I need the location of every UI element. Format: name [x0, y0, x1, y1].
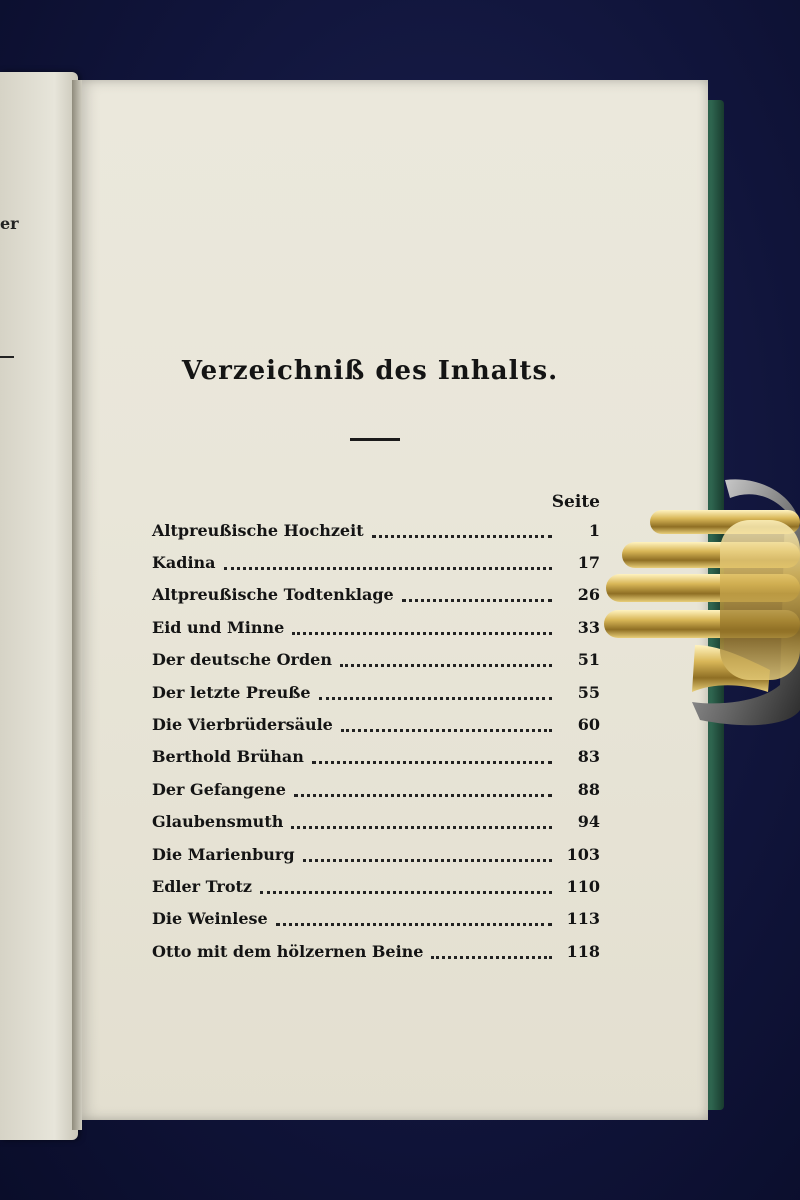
toc-entry — [152, 935, 600, 967]
toc-entry — [152, 806, 600, 838]
toc-entry-page: 33 — [577, 617, 600, 637]
toc-entry-title: Altpreußische Todtenklage — [152, 585, 394, 605]
dot-leader — [402, 599, 552, 602]
toc-entry-title: Otto mit dem hölzernen Beine — [152, 941, 424, 961]
title-rule — [350, 438, 400, 441]
dot-leader — [319, 697, 552, 700]
bleed-line — [150, 204, 610, 238]
dot-leader — [276, 923, 552, 926]
bleed-line — [150, 238, 610, 272]
toc-entry — [152, 838, 600, 870]
left-page-rule — [0, 356, 14, 358]
dot-leader — [292, 632, 552, 635]
dot-leader — [291, 826, 552, 829]
toc-entry — [152, 611, 600, 643]
toc-entry-title: Edler Trotz — [152, 876, 252, 896]
bleed-line — [150, 272, 610, 306]
toc-entry-page: 55 — [577, 682, 600, 702]
toc-entry — [152, 644, 600, 676]
toc-entry-page: 113 — [566, 909, 600, 929]
toc-entry-page: 110 — [566, 876, 600, 896]
toc-entry — [152, 546, 600, 578]
toc-entry-title: Die Vierbrüdersäule — [152, 715, 333, 735]
toc-entry-page: 1 — [588, 520, 600, 540]
dot-leader — [303, 859, 552, 862]
page-title: Verzeichniß des Inhalts. — [181, 356, 559, 386]
dot-leader — [341, 729, 552, 732]
book-gutter — [72, 80, 82, 1130]
toc-entry-title: Die Weinlese — [152, 909, 268, 929]
toc-entry — [152, 870, 600, 902]
toc-entry-title: Berthold Brühan — [152, 747, 304, 767]
toc-entry-title: Der Gefangene — [152, 779, 286, 799]
toc-entry-page: 26 — [577, 585, 600, 605]
toc-entry-title: Altpreußische Hochzeit — [152, 520, 364, 540]
toc-entry-page: 83 — [577, 747, 600, 767]
toc-entry-page: 17 — [577, 553, 600, 573]
left-page-fragment: er — [0, 214, 19, 233]
toc-entry — [152, 708, 600, 740]
dot-leader — [431, 956, 552, 959]
toc-entry-page: 103 — [566, 844, 600, 864]
dot-leader — [312, 761, 552, 764]
dot-leader — [340, 664, 552, 667]
toc-entry-page: 51 — [577, 650, 600, 670]
toc-entry — [152, 903, 600, 935]
hand-icon — [604, 510, 800, 692]
toc-entry — [152, 676, 600, 708]
toc-entry — [152, 741, 600, 773]
toc-entry-page: 88 — [577, 779, 600, 799]
toc-entry — [152, 514, 600, 546]
toc-entry-title: Die Marienburg — [152, 844, 295, 864]
toc-entry-page: 60 — [577, 715, 600, 735]
dot-leader — [294, 794, 552, 797]
brass-hand-bookmark — [600, 470, 800, 740]
bleed-line — [150, 306, 610, 340]
dot-leader — [260, 891, 552, 894]
toc-entry — [152, 579, 600, 611]
table-of-contents — [152, 514, 600, 964]
toc-entry-title: Der deutsche Orden — [152, 650, 332, 670]
left-page — [0, 72, 78, 1140]
toc-entry-page: 94 — [577, 812, 600, 832]
toc-entry-title: Eid und Minne — [152, 617, 285, 637]
toc-entry-title: Kadina — [152, 553, 216, 573]
toc-entry-title: Der letzte Preuße — [152, 682, 311, 702]
toc-entry-title: Glaubensmuth — [152, 812, 284, 832]
dot-leader — [224, 567, 552, 570]
toc-entry-page: 118 — [566, 941, 600, 961]
bleed-line — [150, 170, 610, 204]
dot-leader — [372, 535, 552, 538]
toc-entry — [152, 773, 600, 805]
page-column-label: Seite — [551, 492, 600, 512]
